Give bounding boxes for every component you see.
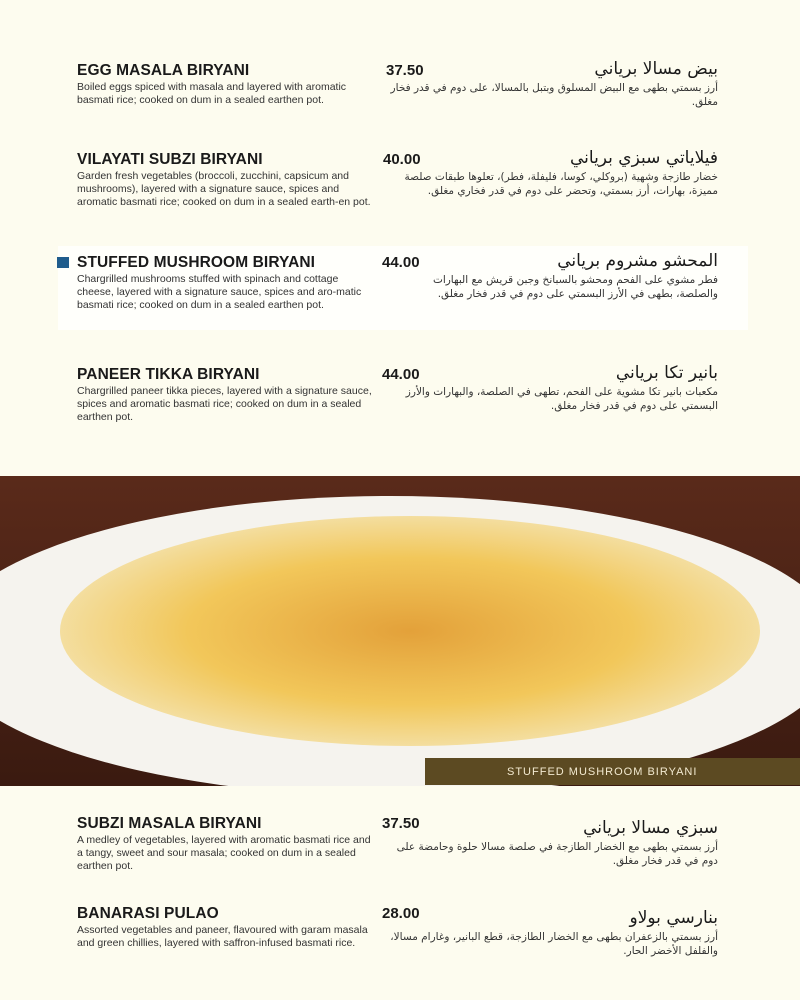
item-name-arabic: سبزي مسالا برياني <box>583 818 718 838</box>
item-description: Garden fresh vegetables (broccoli, zucchini, capsicum and mushrooms), layered with a signature sauce, spices and aromatic basmati rice; cooked on dum in a sealed earth-en pot. <box>77 170 371 208</box>
item-price: 44.00 <box>382 366 420 383</box>
item-description-arabic: مكعبات بانير تكا مشوية على الفحم، تطهى في الصلصة، والبهارات والأرز البسمتي على دوم في قدر فخار مغلق. <box>405 386 718 412</box>
item-description-arabic: فطر مشوي على الفحم ومحشو بالسبانخ وجبن قريش مع البهارات والصلصة، بطهى في الأرز البسمتي على دوم في قدر فخار مغلق. <box>432 274 718 300</box>
item-description-arabic: أرز بسمتي بطهى مع البيض المسلوق وبتبل بالمسالا، على دوم في قدر فخار مغلق. <box>390 82 718 108</box>
chef-recommendation-icon <box>57 257 69 268</box>
item-name: EGG MASALA BIRYANI <box>77 62 250 79</box>
item-price: 37.50 <box>382 815 420 832</box>
item-name: STUFFED MUSHROOM BIRYANI <box>77 254 316 271</box>
item-name-arabic: بنارسي بولاو <box>629 908 718 928</box>
item-name: VILAYATI SUBZI BIRYANI <box>77 151 263 168</box>
biryani-rice <box>60 516 760 746</box>
photo-caption: STUFFED MUSHROOM BIRYANI <box>425 758 800 785</box>
item-description: Chargrilled paneer tikka pieces, layered with a signature sauce, spices and aromatic basmati rice; cooked on dum in a sealed earthen pot. <box>77 385 372 423</box>
item-description: A medley of vegetables, layered with aromatic basmati rice and a tangy, sweet and sour masala; cooked on dum in a sealed earthen pot. <box>77 834 371 872</box>
item-name: BANARASI PULAO <box>77 905 219 922</box>
item-name: PANEER TIKKA BIRYANI <box>77 366 260 383</box>
item-name-arabic: بانير تكا برياني <box>615 363 718 383</box>
item-name-arabic: بيض مسالا برياني <box>594 59 718 79</box>
item-description-arabic: أرز بسمتي بطهى مع الخضار الطازجة في صلصة مسالا حلوة وحامضة على دوم في قدر فخار مغلق. <box>396 841 718 867</box>
item-name-arabic: المحشو مشروم برياني <box>557 251 718 271</box>
item-description-arabic: خضار طازجة وشهية (بروكلي، كوسا، فليفلة، فطر)، تعلوها طبقات صلصة مميزة، بهارات، أرز بسمتي، وتحضر على دوم في قدر فخاري مغلق. <box>404 171 718 197</box>
item-description-arabic: أرز بسمتي بالزعفران بطهى مع الخضار الطازجة، قطع البانير، وغارام مسالا، والفلفل الأخضر الحار. <box>390 931 718 957</box>
item-price: 37.50 <box>386 62 424 79</box>
item-description: Chargrilled mushrooms stuffed with spinach and cottage cheese, layered with a signature sauce, spices and aro-matic basmati rice; cooked on dum in a sealed earthen pot. <box>77 273 362 311</box>
item-price: 28.00 <box>382 905 420 922</box>
item-name: SUBZI MASALA BIRYANI <box>77 815 262 832</box>
item-name-arabic: فيلاياتي سبزي برياني <box>569 148 718 168</box>
item-price: 44.00 <box>382 254 420 271</box>
item-description: Boiled eggs spiced with masala and layered with aromatic basmati rice; cooked on dum in a sealed earthen pot. <box>77 81 347 106</box>
item-price: 40.00 <box>383 151 421 168</box>
item-description: Assorted vegetables and paneer, flavoured with garam masala and green chillies, layered with saffron-infused basmati rice. <box>77 924 368 949</box>
dish-photo <box>0 476 800 786</box>
